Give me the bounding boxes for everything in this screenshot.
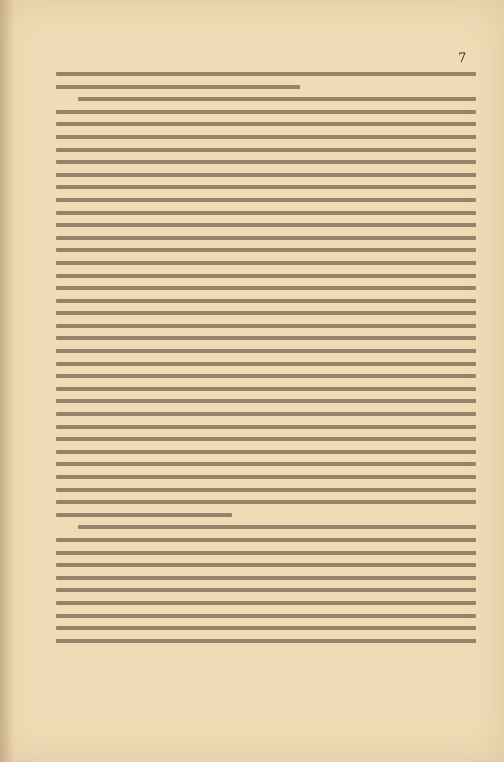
- text-line: [56, 148, 476, 152]
- text-line: [56, 626, 476, 630]
- text-line: [56, 425, 476, 429]
- text-line: [56, 311, 476, 315]
- text-line: [78, 525, 476, 529]
- text-line: [56, 639, 476, 643]
- text-line: [56, 135, 476, 139]
- text-line: [56, 274, 476, 278]
- text-line: [56, 198, 476, 202]
- text-line: [56, 387, 476, 391]
- text-line: [56, 614, 476, 618]
- text-line: [56, 236, 476, 240]
- text-line: [56, 374, 476, 378]
- text-line: [56, 399, 476, 403]
- text-line: [78, 97, 476, 101]
- text-line: [56, 601, 476, 605]
- text-line: [56, 223, 476, 227]
- text-line: [56, 362, 476, 366]
- text-line: [56, 500, 476, 504]
- text-line: [56, 412, 476, 416]
- fraktur-text-block: [56, 72, 476, 692]
- text-line: [56, 538, 476, 542]
- text-line: [56, 563, 476, 567]
- text-line: [56, 551, 476, 555]
- text-line: [56, 488, 476, 492]
- text-line: [56, 248, 476, 252]
- text-line: [56, 462, 476, 466]
- text-line: [56, 286, 476, 290]
- text-line: [56, 450, 476, 454]
- text-line: [56, 261, 476, 265]
- text-line: [56, 185, 476, 189]
- text-line: [56, 513, 232, 517]
- text-line: [56, 299, 476, 303]
- text-line: [56, 588, 476, 592]
- text-line: [56, 72, 476, 76]
- text-line: [56, 110, 476, 114]
- text-line: [56, 336, 476, 340]
- text-line: [56, 173, 476, 177]
- text-line: [56, 576, 476, 580]
- text-line: [56, 324, 476, 328]
- spine-shadow: [0, 0, 14, 762]
- page-number: 7: [458, 51, 467, 66]
- text-line: [56, 122, 476, 126]
- text-line: [56, 349, 476, 353]
- text-line: [56, 437, 476, 441]
- text-line: [56, 475, 476, 479]
- text-line: [56, 85, 300, 89]
- text-line: [56, 211, 476, 215]
- text-line: [56, 160, 476, 164]
